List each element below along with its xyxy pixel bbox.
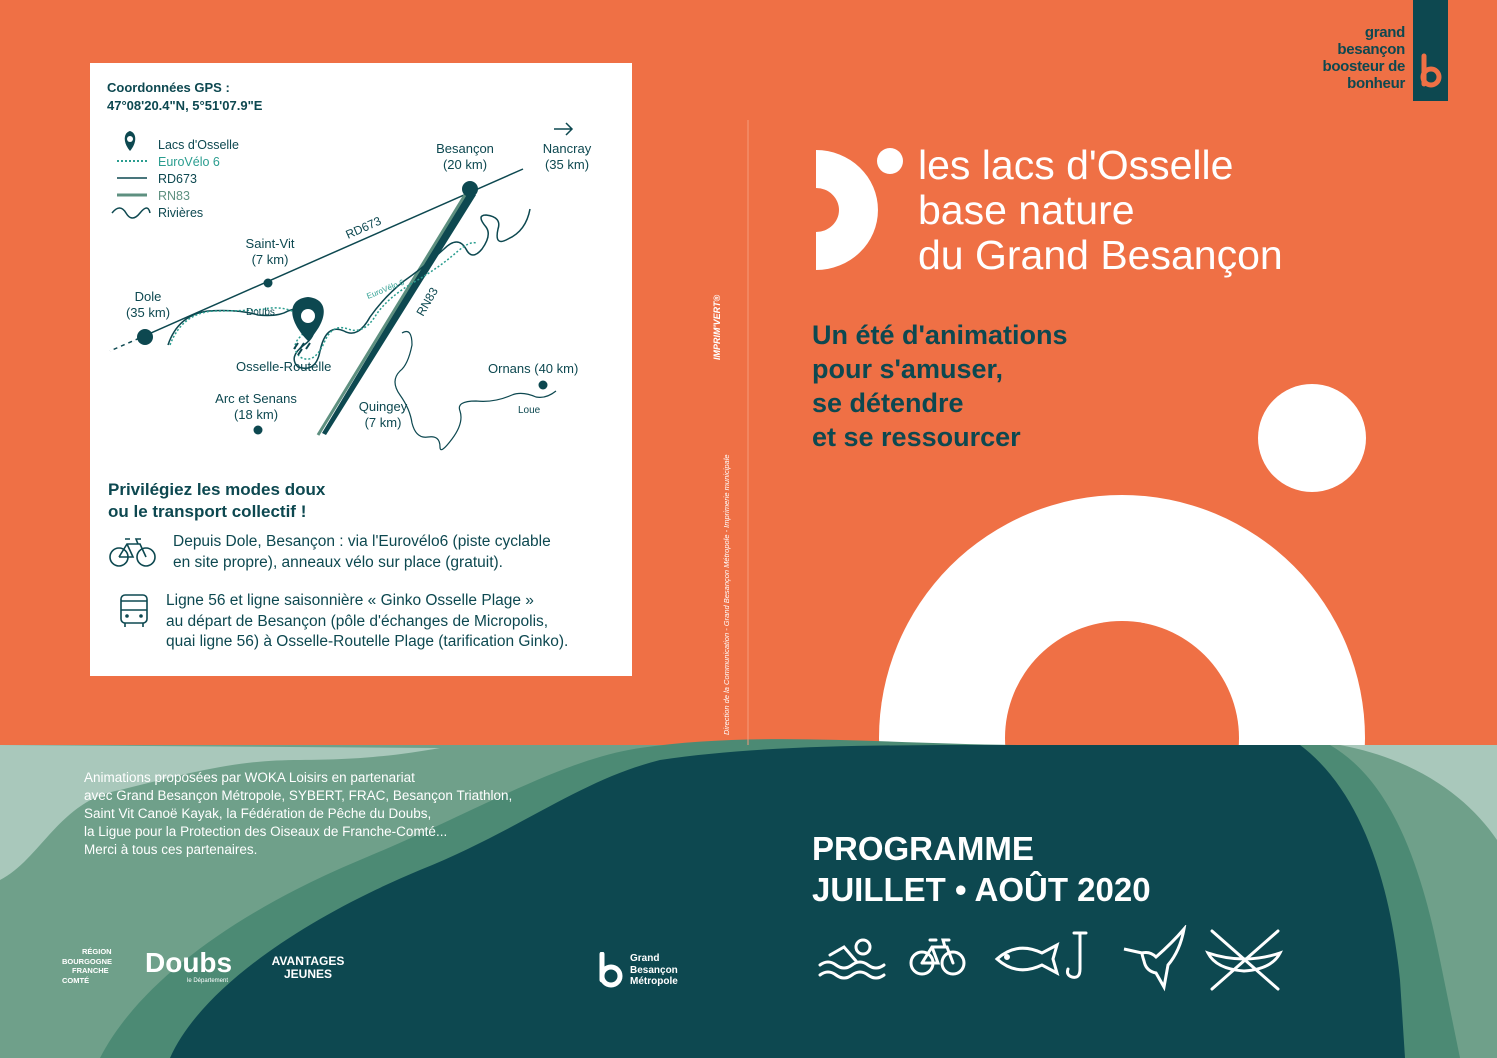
bike-line-2: en site propre), anneaux vélo sur place (gratuit). — [173, 553, 503, 571]
subtitle-line-2: pour s'amuser, — [812, 354, 1003, 384]
region-line-4: COMTÉ — [62, 975, 90, 985]
loue-river-label: Loue — [518, 405, 541, 416]
legend-rd673: RD673 — [158, 172, 197, 186]
partners-line-4: la Ligue pour la Protection des Oiseaux de Franche-Comté... — [84, 824, 448, 839]
doubs-logo — [145, 948, 232, 984]
logo-line-2: besançon — [1337, 41, 1405, 58]
b-logo-icon — [1413, 0, 1448, 101]
title-line-3: du Grand Besançon — [918, 232, 1283, 278]
subtitle — [812, 318, 1067, 454]
doubs-logo-text: Doubs — [145, 947, 233, 978]
bicycle-icon — [911, 940, 964, 974]
main-title — [918, 143, 1283, 278]
besancon-name: Besançon — [436, 141, 494, 156]
legend-eurovelo: EuroVélo 6 — [158, 155, 220, 169]
activity-icons — [812, 925, 1292, 995]
region-line-3: FRANCHE — [72, 966, 109, 975]
fishing-icon — [997, 933, 1086, 977]
gbm-logo — [630, 953, 678, 988]
subtitle-line-3: se détendre — [812, 388, 964, 418]
place-dole — [103, 289, 193, 321]
bus-icon — [118, 593, 150, 629]
legend-lacs: Lacs d'Osselle — [158, 138, 239, 152]
gps-value: 47°08'20.4"N, 5°51'07.9"E — [107, 98, 263, 113]
saintvit-distance: (7 km) — [251, 252, 289, 267]
region-line-1: RÉGION — [82, 947, 112, 956]
logo-line-4: bonheur — [1347, 75, 1405, 92]
partners-text — [84, 769, 512, 859]
nancray-distance: (35 km) — [544, 157, 590, 172]
place-besancon — [420, 141, 510, 173]
place-nancray — [522, 141, 612, 173]
subtitle-line-4: et se ressourcer — [812, 422, 1021, 452]
nancray-name: Nancray — [542, 141, 592, 156]
imprimvert-label: IMPRIM'VERT® — [712, 294, 722, 360]
avantages-line-2: JEUNES — [283, 967, 333, 981]
subtitle-line-1: Un été d'animations — [812, 320, 1068, 350]
logo-line-3: boosteur de — [1322, 58, 1405, 75]
legend-rn83: RN83 — [158, 189, 190, 203]
besancon-distance: (20 km) — [442, 157, 488, 172]
place-quingey — [338, 399, 428, 431]
place-arc-senans — [200, 391, 312, 423]
quingey-name: Quingey — [358, 399, 408, 414]
place-ornans: Ornans (40 km) — [488, 361, 579, 376]
avantages-jeunes-logo — [268, 955, 348, 981]
swimming-icon — [820, 940, 884, 978]
programme-line-1: PROGRAMME — [812, 830, 1034, 867]
gbm-line-1: Grand — [630, 953, 660, 964]
dole-name: Dole — [134, 289, 162, 304]
partners-line-2: avec Grand Besançon Métropole, SYBERT, FRAC, Besançon Triathlon, — [84, 788, 513, 803]
arc-name: Arc et Senans — [215, 391, 297, 406]
legend-rivieres: Rivières — [158, 206, 204, 220]
rd673-label: RD673 — [343, 213, 384, 242]
bus-line-1: Ligne 56 et ligne saisonnière « Ginko Osselle Plage » — [166, 592, 534, 609]
bird-icon — [1124, 929, 1184, 987]
gps-label: Coordonnées GPS : — [107, 80, 230, 95]
logo-b-bar — [1413, 0, 1448, 101]
advice-title — [108, 479, 325, 523]
advice-title-line-2: ou le transport collectif ! — [108, 502, 307, 521]
bus-text — [166, 591, 568, 653]
rn83-label: RN83 — [413, 284, 441, 319]
saintvit-name: Saint-Vit — [245, 236, 295, 251]
doubs-river-label: Doubs — [246, 307, 275, 318]
arc-distance: (18 km) — [233, 407, 279, 422]
spine-credit: Direction de la Communication - Grand Besançon Métropole - Imprimerie municipale — [722, 454, 731, 735]
partners-line-5: Merci à tous ces partenaires. — [84, 842, 258, 857]
doubs-logo-sub: le Département — [187, 978, 229, 984]
programme-line-2: JUILLET • AOÛT 2020 — [812, 871, 1151, 908]
partners-line-1: Animations proposées par WOKA Loisirs en partenariat — [84, 770, 415, 785]
grand-besancon-logo-text — [1290, 24, 1405, 92]
small-circle — [1258, 384, 1366, 492]
canoe-icon — [1208, 931, 1280, 989]
eurovelo-label: EuroVélo 6 — [365, 277, 406, 301]
bicycle-icon — [108, 535, 158, 569]
bus-line-2: au départ de Besançon (pôle d'échanges de Micropolis, — [166, 612, 549, 630]
dole-distance: (35 km) — [125, 305, 171, 320]
place-osselle: Osselle-Routelle — [236, 359, 332, 374]
bike-text — [173, 532, 551, 573]
arrow-right-icon — [554, 123, 572, 135]
location-pin-icon — [123, 115, 137, 129]
title-line-2: base nature — [918, 187, 1135, 233]
bus-line-3: quai ligne 56) à Osselle-Routelle Plage (tarification Ginko). — [166, 633, 569, 650]
bike-line-1: Depuis Dole, Besançon : via l'Eurovélo6 (piste cyclable — [173, 533, 551, 550]
partners-line-3: Saint Vit Canoë Kayak, la Fédération de Pêche du Doubs, — [84, 806, 432, 821]
map-card — [90, 63, 632, 676]
programme-heading — [812, 828, 1151, 910]
gbm-b-icon — [596, 952, 626, 988]
advice-title-line-1: Privilégiez les modes doux — [108, 480, 326, 499]
logo-line-1: grand — [1364, 24, 1405, 41]
region-line-2: BOURGOGNE — [62, 956, 113, 966]
gbm-line-2: Besançon — [630, 964, 678, 976]
quingey-distance: (7 km) — [364, 415, 402, 430]
title-line-1: les lacs d'Osselle — [918, 142, 1234, 188]
region-logo — [62, 947, 112, 985]
gbm-line-3: Métropole — [630, 976, 678, 987]
avantages-line-1: AVANTAGES — [271, 954, 345, 968]
place-saintvit — [225, 236, 315, 268]
